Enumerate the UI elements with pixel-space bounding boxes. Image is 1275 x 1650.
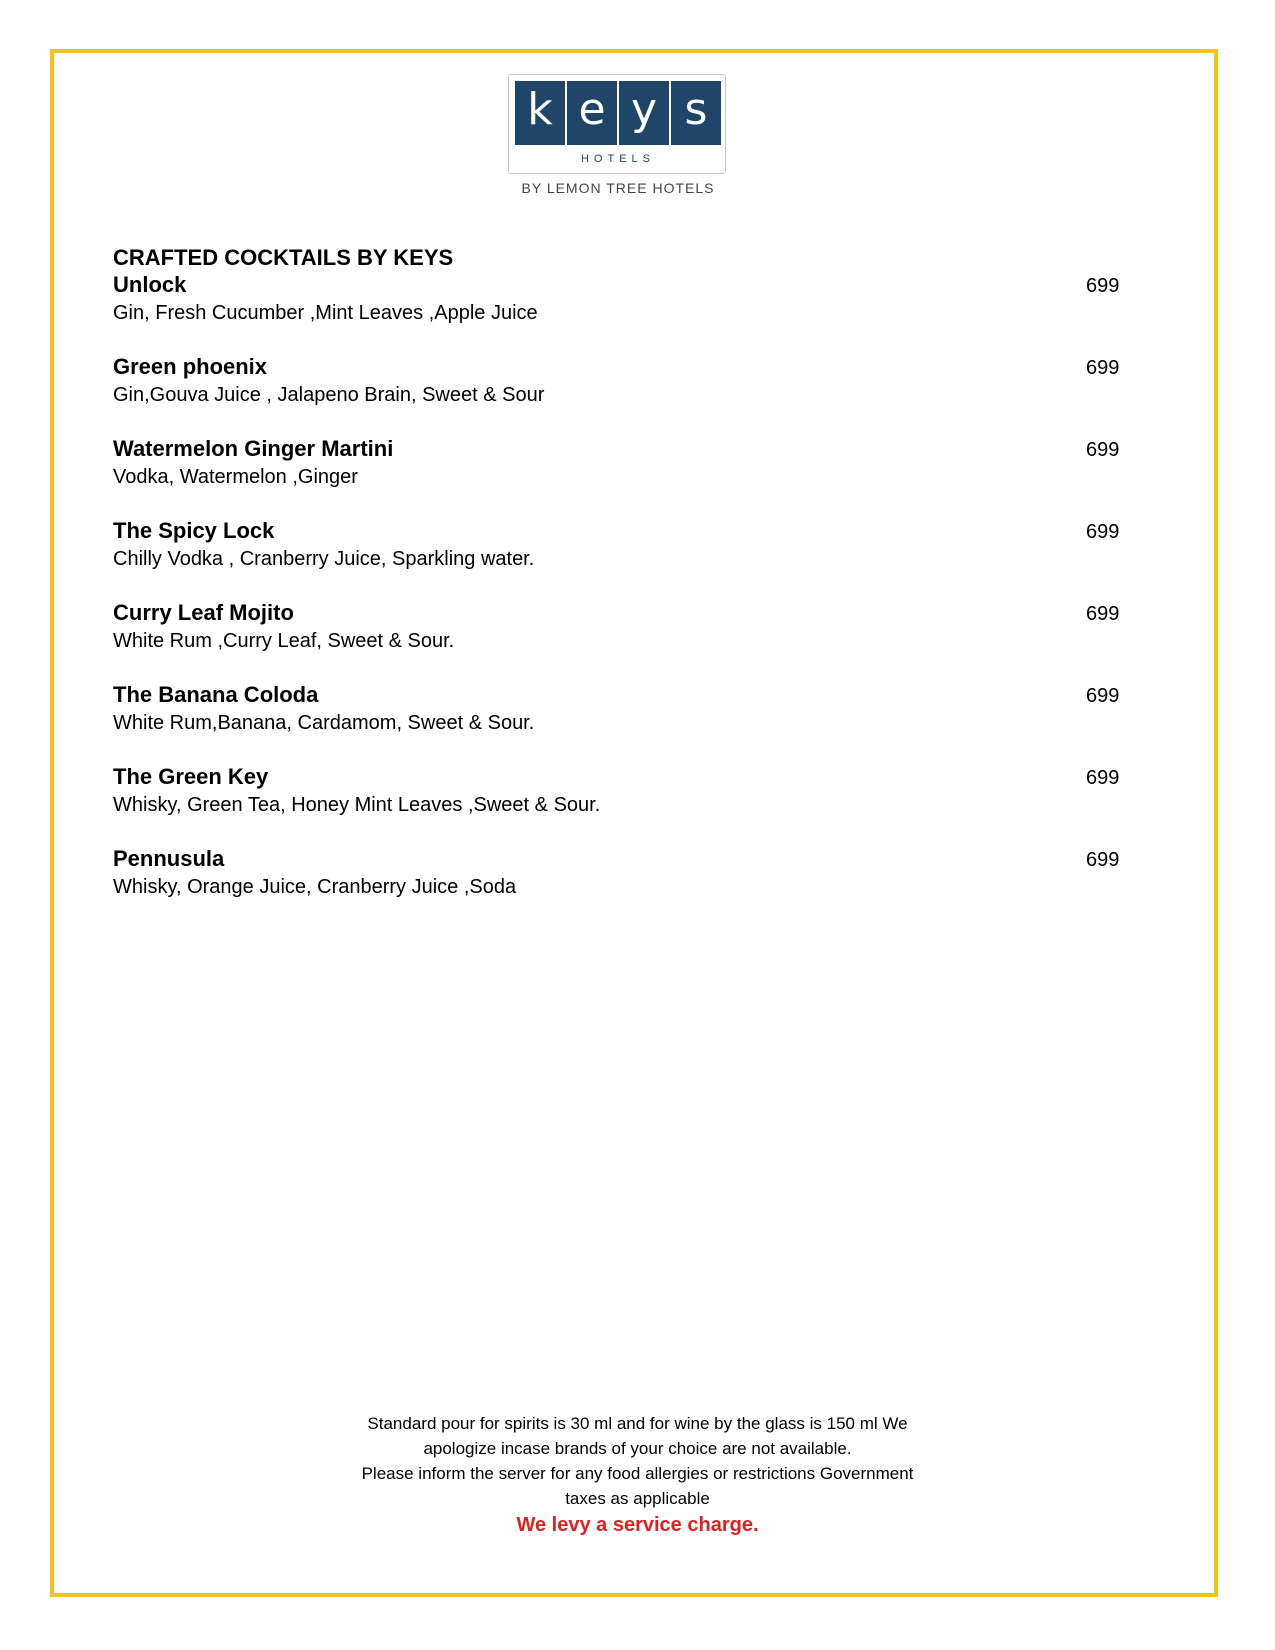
menu-item-description: Gin, Fresh Cucumber ,Mint Leaves ,Apple Juice — [113, 302, 538, 324]
footer-line-pour: Standard pour for spirits is 30 ml and for wine by the glass is 150 ml We — [367, 1414, 908, 1433]
keys-hotels-logo — [508, 74, 728, 199]
menu-item-price: 699 — [1086, 439, 1120, 461]
menu-item — [113, 517, 1128, 573]
menu-item — [113, 353, 1128, 409]
menu-item-row — [113, 763, 1128, 792]
menu-item-description: White Rum ,Curry Leaf, Sweet & Sour. — [113, 630, 455, 652]
menu-item-description: White Rum,Banana, Cardamom, Sweet & Sour. — [113, 712, 535, 734]
menu-item-row — [113, 599, 1128, 628]
menu-item-price: 699 — [1086, 849, 1120, 871]
menu-item-name: Curry Leaf Mojito — [113, 600, 294, 625]
service-charge-note: We levy a service charge. — [516, 1514, 759, 1536]
logo-tagline: BY LEMON TREE HOTELS — [521, 180, 715, 196]
menu-item-name: Watermelon Ginger Martini — [113, 436, 394, 461]
menu-item — [113, 845, 1128, 901]
menu-item-name: The Spicy Lock — [113, 518, 275, 543]
menu-item-row — [113, 271, 1128, 300]
menu-item-row — [113, 435, 1128, 464]
logo-letter-tiles — [515, 81, 721, 145]
menu-item — [113, 763, 1128, 819]
menu-item-name: Pennusula — [113, 846, 225, 871]
logo-letter-s: s — [671, 81, 721, 145]
menu-item — [113, 681, 1128, 737]
section-title: CRAFTED COCKTAILS BY KEYS — [113, 245, 454, 270]
logo-letter-y: y — [619, 81, 669, 145]
menu-item-description: Whisky, Orange Juice, Cranberry Juice ,Soda — [113, 876, 517, 898]
menu-item-row — [113, 845, 1128, 874]
menu-item-price: 699 — [1086, 767, 1120, 789]
logo-subtitle: HOTELS — [580, 153, 655, 165]
footer-line-allergies: Please inform the server for any food allergies or restrictions Government — [361, 1464, 914, 1483]
footer-line-apology: apologize incase brands of your choice are not available. — [423, 1439, 852, 1458]
menu-item-row — [113, 517, 1128, 546]
menu-item-description: Whisky, Green Tea, Honey Mint Leaves ,Sweet & Sour. — [113, 794, 601, 816]
menu-item-description: Chilly Vodka , Cranberry Juice, Sparkling water. — [113, 548, 535, 570]
menu-item-description: Vodka, Watermelon ,Ginger — [113, 466, 358, 488]
menu-item — [113, 599, 1128, 655]
menu-item — [113, 435, 1128, 491]
menu-item-price: 699 — [1086, 521, 1120, 543]
menu-item-row — [113, 681, 1128, 710]
menu-item-description: Gin,Gouva Juice , Jalapeno Brain, Sweet & Sour — [113, 384, 545, 406]
logo-box — [508, 74, 726, 174]
menu-footer-notes — [320, 1411, 955, 1538]
menu-item-price: 699 — [1086, 275, 1120, 297]
menu-item-row — [113, 353, 1128, 382]
menu-item-price: 699 — [1086, 603, 1120, 625]
cocktail-menu — [113, 244, 1128, 927]
menu-item — [113, 271, 1128, 327]
menu-item-price: 699 — [1086, 357, 1120, 379]
logo-letter-e: e — [567, 81, 617, 145]
footer-line-taxes: taxes as applicable — [565, 1489, 710, 1508]
logo-letter-k: k — [515, 81, 565, 145]
menu-item-name: Unlock — [113, 272, 187, 297]
menu-item-name: The Green Key — [113, 764, 269, 789]
menu-item-price: 699 — [1086, 685, 1120, 707]
menu-item-name: The Banana Coloda — [113, 682, 319, 707]
menu-item-name: Green phoenix — [113, 354, 268, 379]
